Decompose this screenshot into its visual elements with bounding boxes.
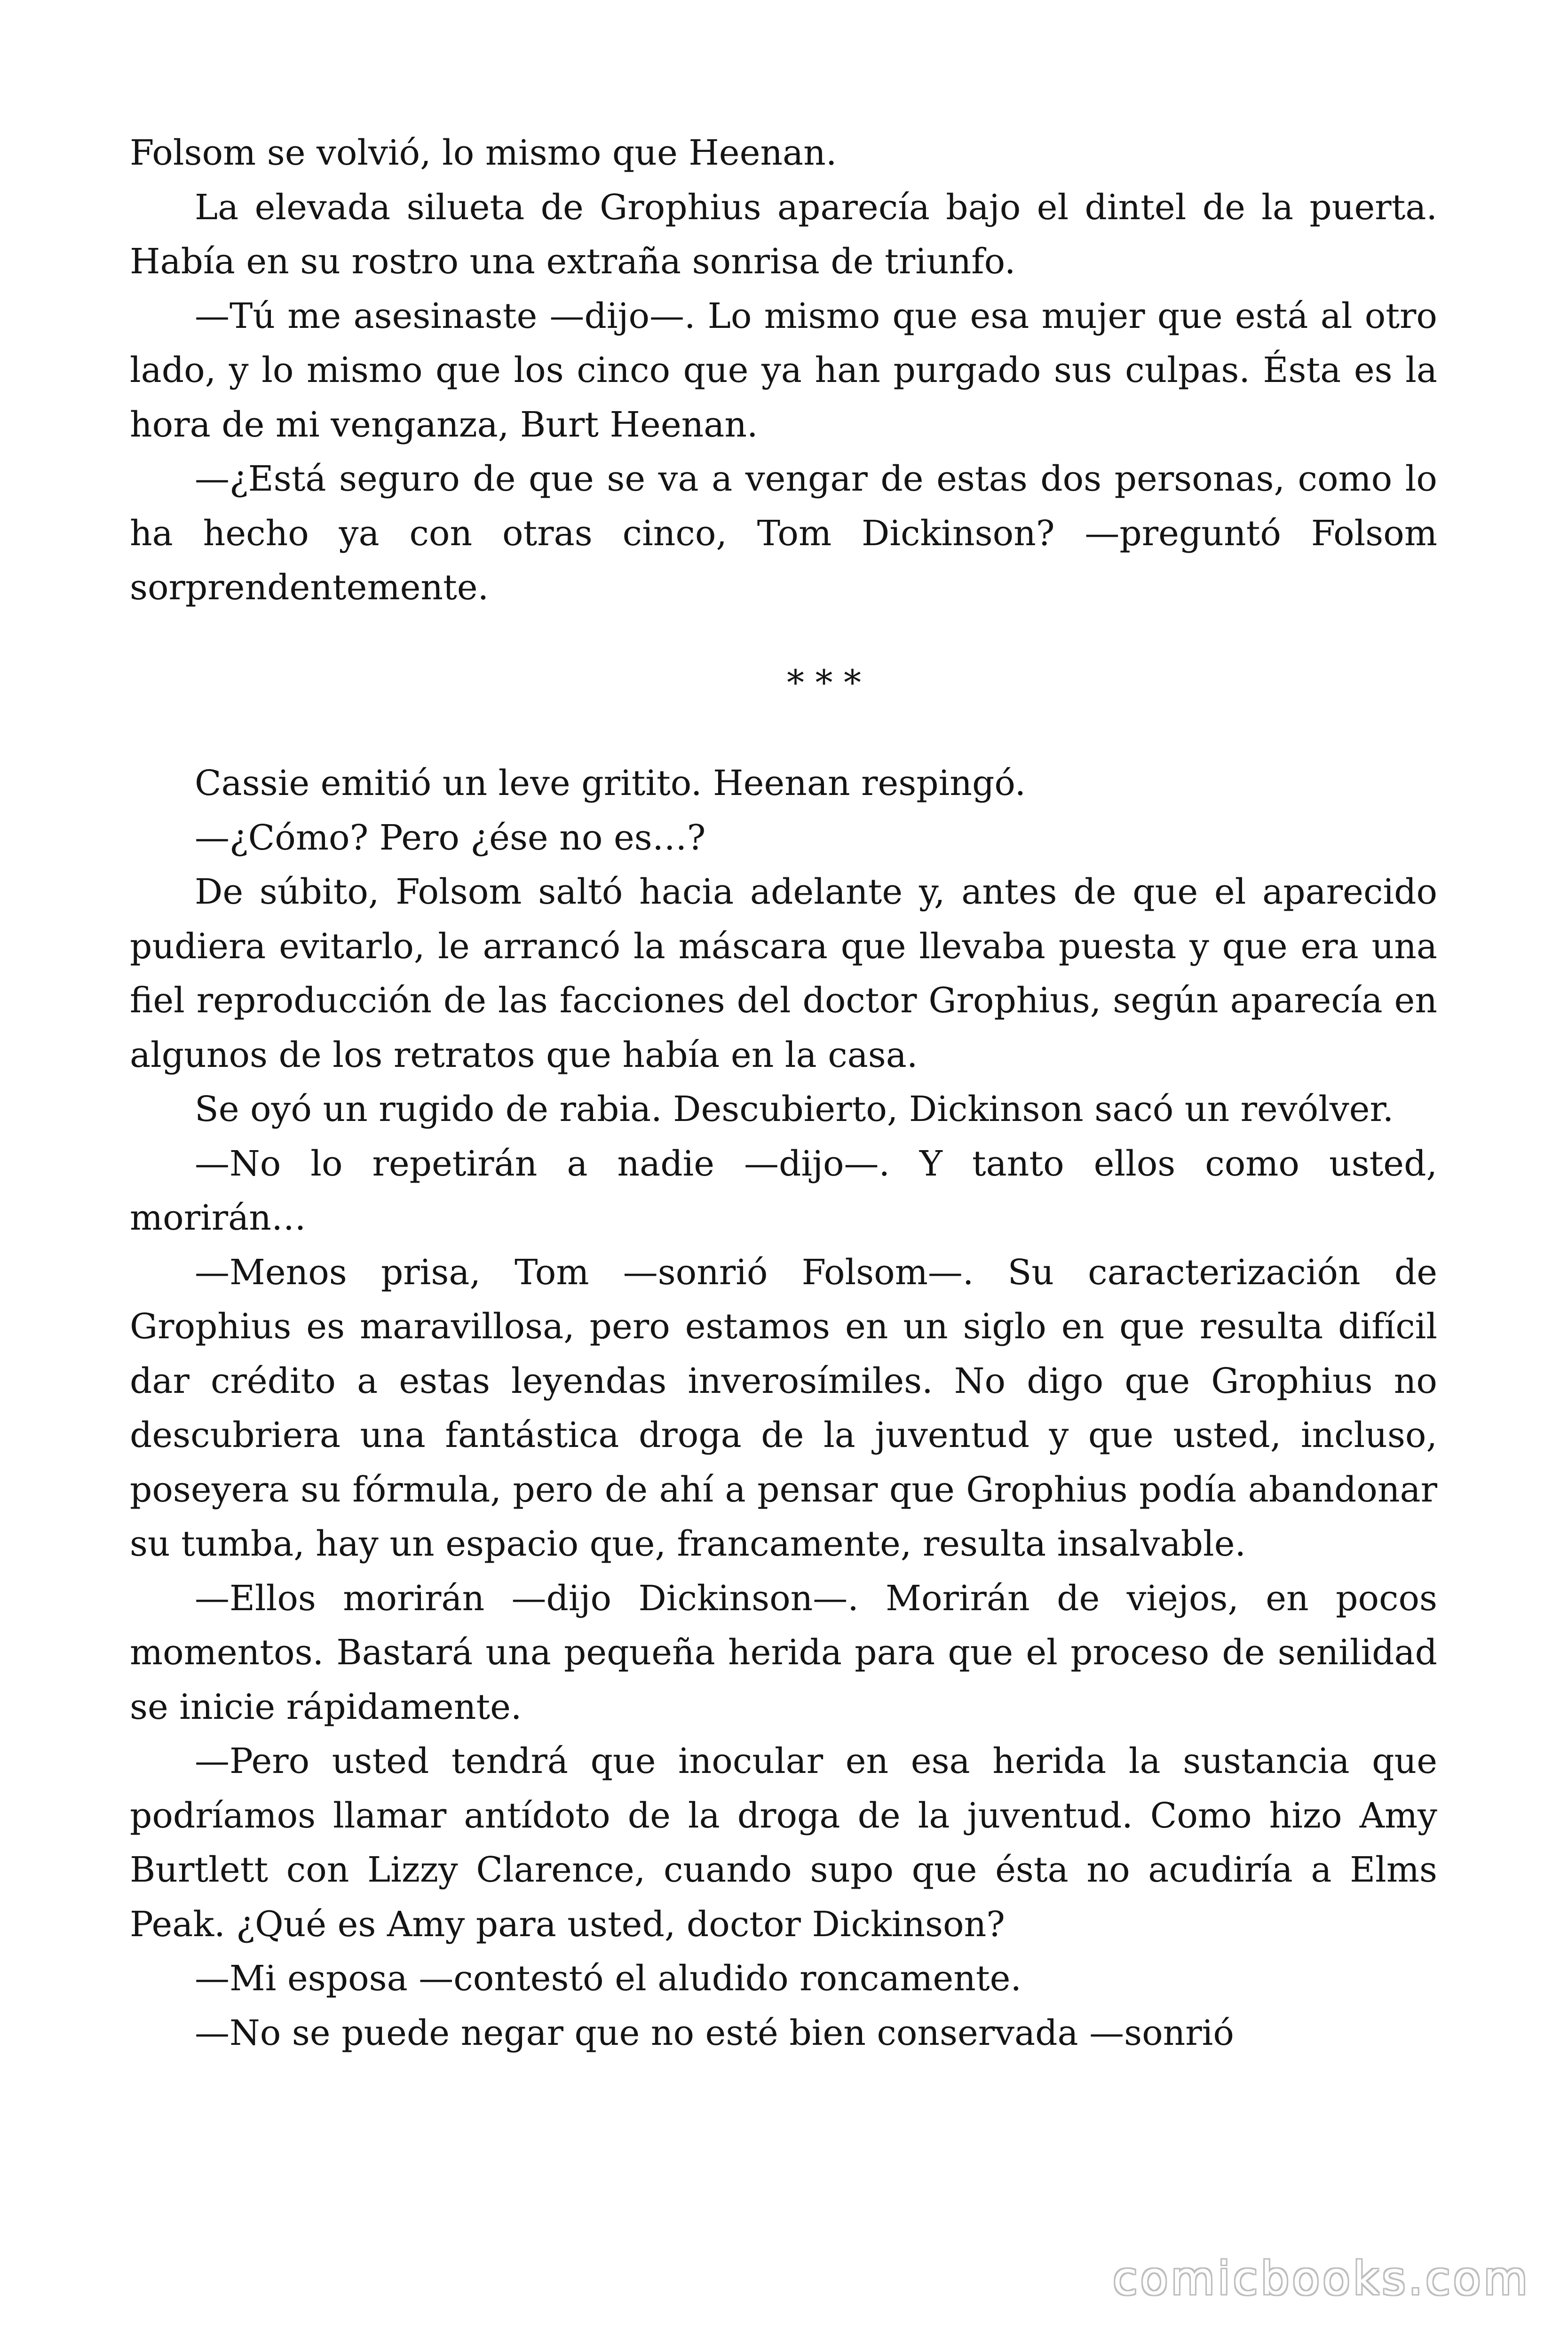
paragraph: —Tú me asesinaste —dijo—. Lo mismo que esa mujer que está al otro lado, y lo mismo que los cinco que ya han purgado sus culpas. Ésta es la hora de mi venganza, Burt Heenan. [130,295,1437,445]
paragraph: —Mi esposa —contestó el aludido roncamente. [195,1958,1022,1999]
paragraph: —Ellos morirán —dijo Dickinson—. Morirán de viejos, en pocos momentos. Bastará una pequeña herida para que el proceso de senilidad se inicie rápidamente. [130,1578,1437,1727]
paragraph: La elevada silueta de Grophius aparecía bajo el dintel de la puerta. Había en su rostro una extraña sonrisa de triunfo. [130,187,1437,282]
paragraph: —No lo repetirán a nadie —dijo—. Y tanto ellos como usted, morirán… [130,1143,1437,1238]
paragraph: Folsom se volvió, lo mismo que Heenan. [130,133,837,173]
text-block-bottom [130,756,1437,2060]
paragraph: —No se puede negar que no esté bien conservada —sonrió [195,2012,1234,2053]
paragraph: Se oyó un rugido de rabia. Descubierto, Dickinson sacó un revólver. [195,1089,1394,1129]
paragraph: Cassie emitió un leve gritito. Heenan respingó. [195,763,1026,803]
paragraph: De súbito, Folsom saltó hacia adelante y, antes de que el aparecido pudiera evitarlo, le arrancó la máscara que llevaba puesta y que era una fiel reproducción de las facciones del doctor Grophius, según aparecía en algunos de los retratos que había en la casa. [130,872,1437,1075]
paragraph: —Menos prisa, Tom —sonrió Folsom—. Su caracterización de Grophius es maravillosa, pero estamos en un siglo en que resulta difícil dar crédito a estas leyendas inverosímiles. No digo que Grophius no descubriera una fantástica droga de la juventud y que usted, incluso, poseyera su fórmula, pero de ahí a pensar que Grophius podía abandonar su tumba, hay un espacio que, francamente, resulta insalvable. [130,1252,1437,1564]
paragraph: —¿Cómo? Pero ¿ése no es…? [195,817,706,858]
paragraph: —¿Está seguro de que se va a vengar de estas dos personas, como lo ha hecho ya con otras cinco, Tom Dickinson? —preguntó Folsom sorprendentemente. [130,459,1437,608]
section-break: * * * [786,663,862,703]
watermark: comicbooks.com [1112,2252,1530,2305]
text-block-top [130,126,1437,615]
paragraph: —Pero usted tendrá que inocular en esa herida la sustancia que podríamos llamar antídoto de la droga de la juventud. Como hizo Amy Burtlett con Lizzy Clarence, cuando supo que ésta no acudiría a Elms Peak. ¿Qué es Amy para usted, doctor Dickinson? [130,1741,1437,1945]
